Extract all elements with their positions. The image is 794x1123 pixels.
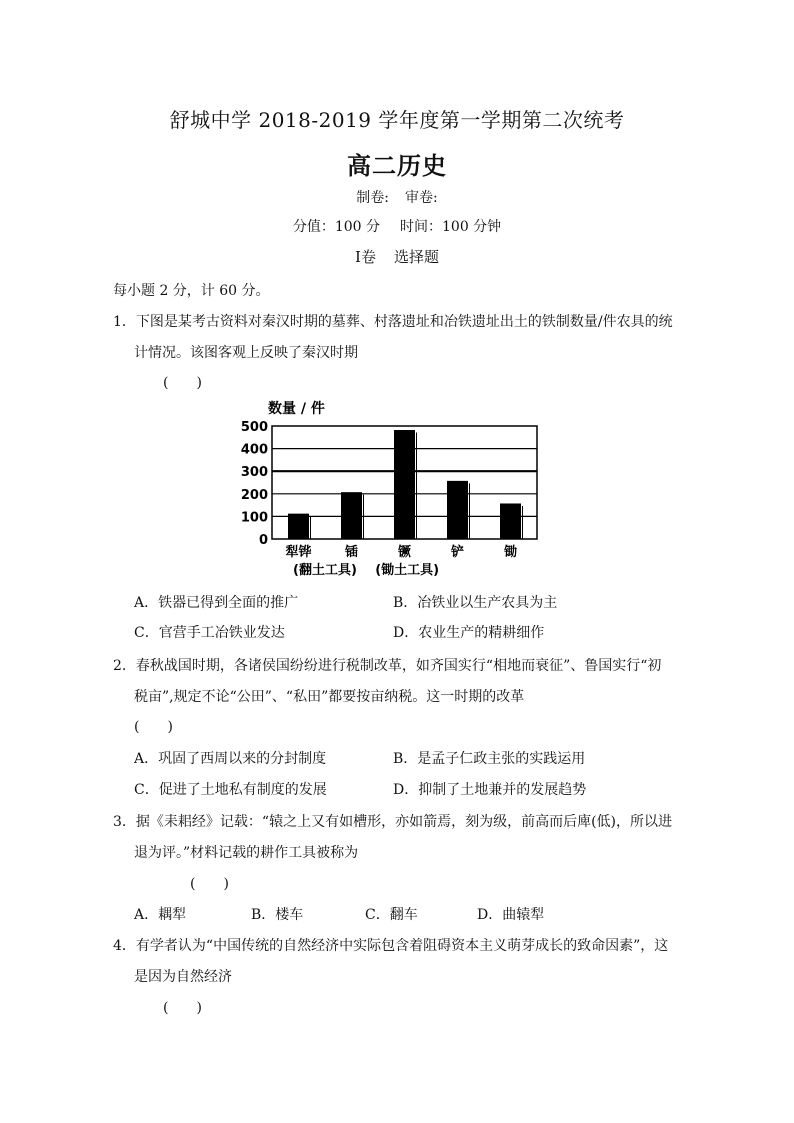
chart-y-label: 数量 / 件 — [268, 401, 325, 417]
farm-tools-bar-chart — [230, 396, 550, 582]
reviewer-label: 审卷: — [405, 190, 438, 206]
question-2-option-a: A．巩固了西周以来的分封制度 — [134, 751, 327, 767]
chart-x-tick-label: 铲 — [450, 545, 465, 560]
question-4-blank: ( ) — [163, 1000, 202, 1016]
chart-x-tick-label: 镢 — [397, 545, 412, 560]
instruction: 每小题 2 分，计 60 分。 — [113, 283, 270, 299]
question-1-number: 1． — [113, 314, 136, 330]
question-3-text-1: 据《耒耜经》记载：“辕之上又有如槽形，亦如箭焉，刻为级，前高而后庳(低)，所以进 — [135, 814, 673, 830]
subject-title: 高二历史 — [347, 151, 447, 180]
time-label: 时间：100 分钟 — [400, 219, 502, 235]
question-3-blank: ( ) — [190, 876, 229, 892]
question-2-number: 2． — [113, 658, 136, 674]
question-1-text-2: 计情况。该图客观上反映了秦汉时期 — [134, 345, 358, 361]
question-1-option-c: C．官营手工冶铁业发达 — [134, 625, 285, 641]
question-3-option-a: A．耦犁 — [134, 907, 187, 923]
section-label: Ⅰ卷 — [355, 248, 376, 266]
maker-label: 制卷: — [356, 190, 389, 206]
question-3-option-c: C．翻车 — [365, 907, 418, 923]
chart-bar — [289, 514, 309, 539]
question-2-option-c: C．促进了土地私有制度的发展 — [134, 782, 327, 798]
chart-bar — [395, 431, 415, 539]
chart-y-tick-label: 300 — [240, 465, 268, 481]
section-heading — [0, 246, 794, 267]
maker-reviewer-line — [0, 187, 794, 207]
exam-title: 舒城中学 2018-2019 学年度第一学期第二次统考 — [169, 108, 625, 132]
question-4-text-1: 有学者认为“中国传统的自然经济中实际包含着阻碍资本主义萌芽成长的致命因素”，这 — [135, 938, 669, 954]
question-1-line-1 — [113, 312, 673, 332]
question-4-line-1 — [113, 936, 668, 956]
question-4-text-2: 是因为自然经济 — [134, 969, 232, 985]
chart-y-tick-label: 200 — [240, 487, 268, 503]
question-3-text-2: 退为评。”材料记载的耕作工具被称为 — [134, 845, 359, 861]
question-1-text-1: 下图是某考古资料对秦汉时期的墓葬、村落遗址和冶铁遗址出土的铁制数量/件农具的统 — [135, 314, 673, 330]
chart-y-tick-label: 100 — [240, 510, 268, 526]
question-3-number: 3． — [113, 814, 136, 830]
chart-x-tick-label: 锸 — [344, 545, 359, 560]
question-2-line-1 — [113, 656, 661, 676]
score-time-line — [0, 216, 794, 236]
question-2-option-b: B．是孟子仁政主张的实践运用 — [393, 751, 586, 767]
question-3-option-d: D．曲辕犁 — [477, 907, 545, 923]
chart-y-tick-label: 0 — [258, 533, 268, 548]
chart-bar — [448, 481, 468, 539]
section-name: 选择题 — [393, 248, 439, 266]
question-3-line-1 — [113, 812, 672, 832]
chart-x-tick-label: 犁铧 — [285, 545, 312, 560]
question-1-option-d: D．农业生产的精耕细作 — [393, 625, 545, 641]
chart-y-tick-label: 500 — [240, 420, 268, 435]
chart-group-label: (翻土工具) — [293, 563, 357, 578]
question-1-option-b: B．冶铁业以生产农具为主 — [393, 595, 558, 611]
question-1-blank: ( ) — [163, 375, 202, 391]
chart-bar — [501, 504, 521, 539]
question-2-text-2: 税亩”,规定不论“公田”、“私田”都要按亩纳税。这一时期的改革 — [134, 689, 525, 705]
chart-group-label: (锄土工具) — [375, 563, 440, 578]
chart-bar — [342, 493, 362, 539]
question-2-blank: ( ) — [134, 719, 173, 735]
score-label: 分值：100 分 — [292, 219, 380, 235]
question-2-text-1: 春秋战国时期，各诸侯国纷纷进行税制改革，如齐国实行“相地而衰征”、鲁国实行“初 — [135, 658, 662, 674]
question-4-number: 4． — [113, 938, 136, 954]
chart-x-tick-label: 锄 — [503, 545, 518, 560]
question-2-option-d: D．抑制了土地兼并的发展趋势 — [393, 782, 587, 798]
question-3-option-b: B．楼车 — [251, 907, 304, 923]
chart-y-tick-label: 400 — [240, 442, 268, 458]
question-1-option-a: A．铁器已得到全面的推广 — [134, 595, 299, 611]
